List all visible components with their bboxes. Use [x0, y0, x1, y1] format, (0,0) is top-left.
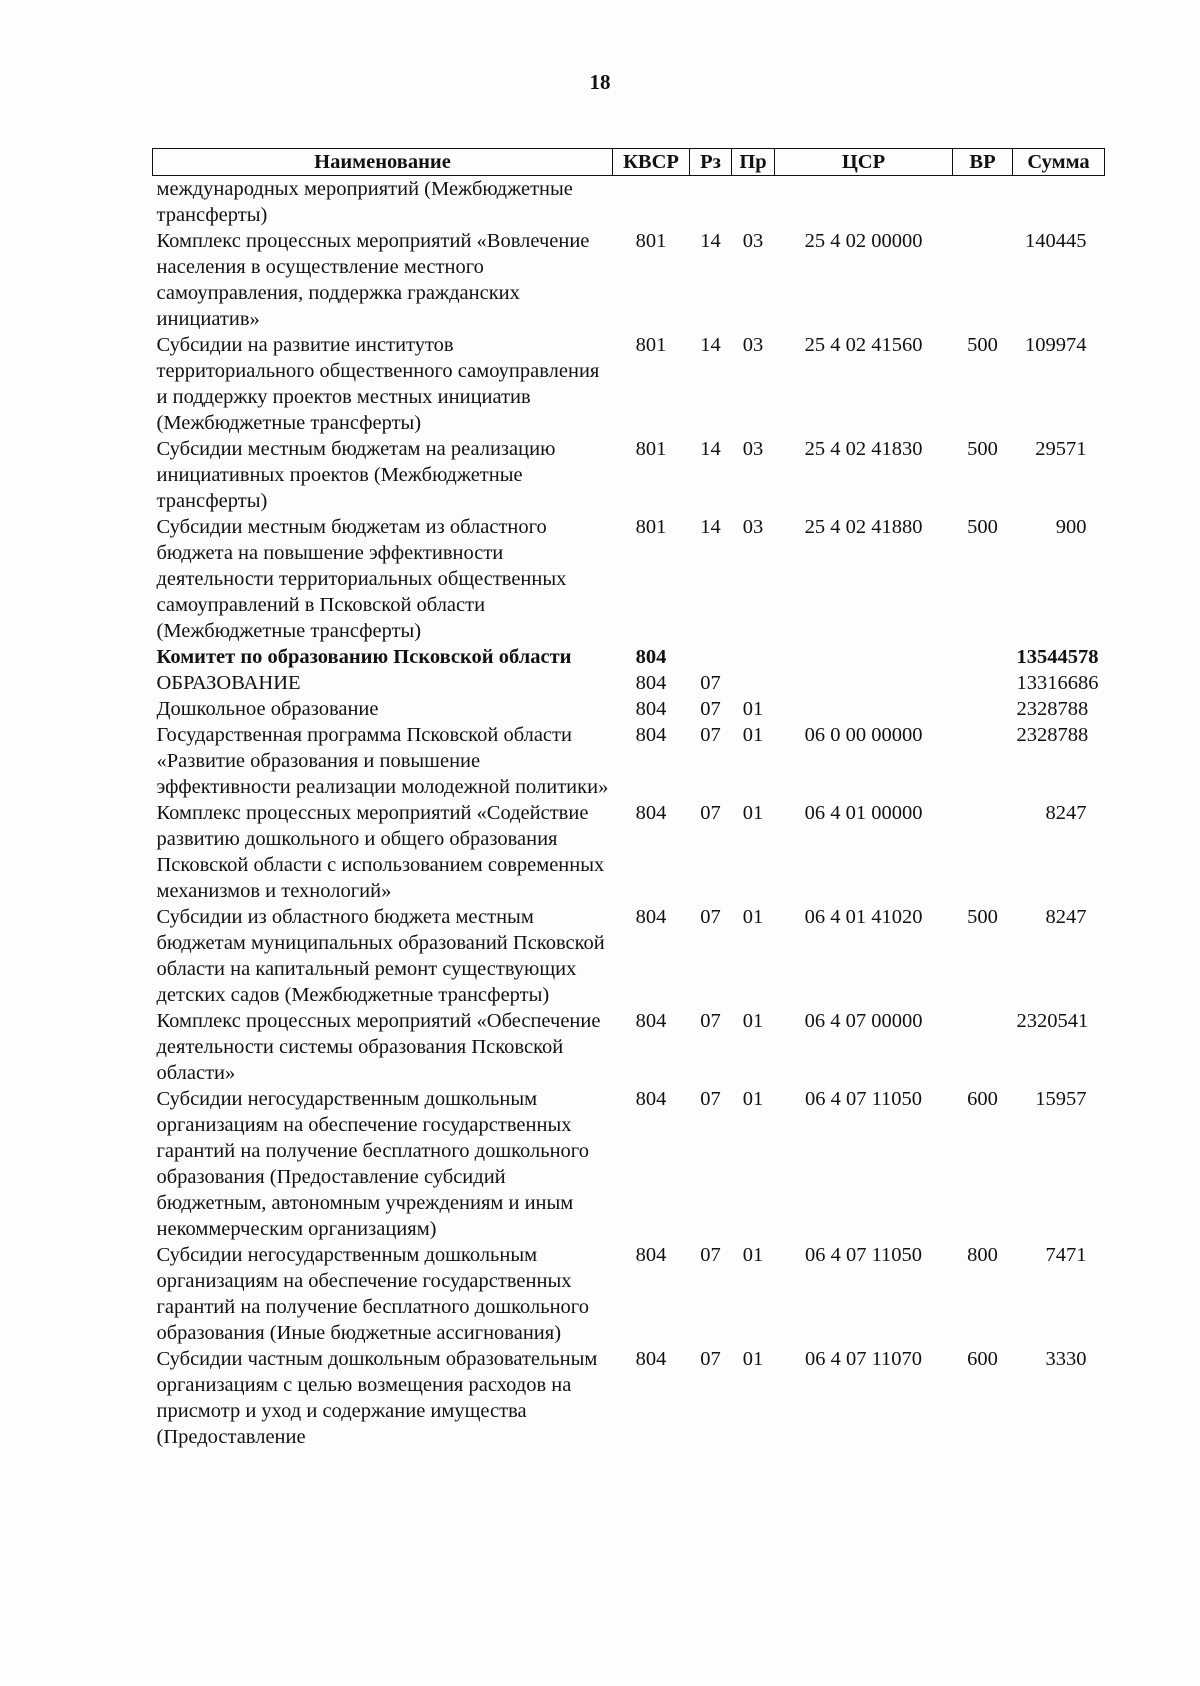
cell-rz: [690, 644, 732, 670]
cell-name: Субсидии на развитие институтов территориального общественного самоуправления и поддержку проектов местных инициатив (Межбюджетные трансферты): [156, 334, 600, 434]
cell-csr: [775, 670, 953, 696]
cell-pr: 01: [742, 1010, 764, 1032]
header-vr: ВР: [953, 149, 1013, 176]
cell-csr: [775, 644, 953, 670]
cell-pr: 03: [742, 438, 764, 460]
cell-rz: 07: [700, 1348, 721, 1370]
cell-kvsr: 804: [635, 906, 667, 928]
cell-rz: 07: [700, 802, 721, 824]
cell-sum: 109974: [1025, 334, 1087, 356]
cell-csr: 25 4 02 41880: [804, 516, 923, 538]
cell-sum: 3330: [1045, 1348, 1087, 1370]
cell-kvsr: 801: [635, 516, 667, 538]
cell-rz: 14: [700, 438, 721, 460]
table-row: [153, 176, 1105, 229]
cell-csr: 06 4 01 41020: [804, 906, 923, 928]
cell-rz: 07: [700, 1010, 721, 1032]
cell-vr: [953, 722, 1013, 800]
cell-vr: 800: [967, 1244, 998, 1266]
cell-sum: 8247: [1045, 802, 1087, 824]
cell-sum: 13316686: [1016, 672, 1099, 694]
cell-kvsr: 804: [635, 802, 667, 824]
cell-sum: 13544578: [1016, 646, 1099, 668]
cell-pr: 01: [742, 1244, 764, 1266]
table-row: [153, 800, 1105, 904]
cell-vr: [953, 1008, 1013, 1086]
cell-sum: 29571: [1035, 438, 1087, 460]
cell-name: Субсидии негосударственным дошкольным организациям на обеспечение государственных гарантий на получение бесплатного дошкольного образования (Иные бюджетные ассигнования): [156, 1244, 589, 1344]
table-row: [153, 436, 1105, 514]
cell-csr: 25 4 02 41830: [804, 438, 923, 460]
cell-name: Субсидии местным бюджетам на реализацию инициативных проектов (Межбюджетные трансферты): [156, 438, 556, 512]
cell-name: Субсидии частным дошкольным образовательным организациям с целью возмещения расходов на присмотр и уход и содержание имущества (Предоставление: [156, 1348, 598, 1448]
cell-csr: 06 4 07 11070: [804, 1348, 923, 1370]
cell-pr: 01: [742, 724, 764, 746]
page-number: 18: [589, 70, 611, 94]
cell-kvsr: 801: [635, 438, 667, 460]
header-pr: Пр: [732, 149, 775, 176]
budget-table: [152, 148, 1105, 1450]
header-rz: Рз: [690, 149, 732, 176]
cell-sum: 8247: [1045, 906, 1087, 928]
table-row: [153, 1346, 1105, 1450]
cell-vr: [953, 176, 1013, 229]
cell-name: Государственная программа Псковской области «Развитие образования и повышение эффективности реализации молодежной политики»: [156, 724, 609, 798]
cell-vr: 500: [967, 516, 998, 538]
cell-vr: 600: [967, 1088, 998, 1110]
table-row: [153, 228, 1105, 332]
table-row: [153, 670, 1105, 696]
cell-pr: [732, 670, 775, 696]
table-header-row: [153, 149, 1105, 176]
cell-pr: 01: [742, 1348, 764, 1370]
table-row: [153, 1242, 1105, 1346]
cell-csr: 06 0 00 00000: [804, 724, 923, 746]
cell-csr: 06 4 07 11050: [804, 1088, 923, 1110]
cell-vr: [953, 696, 1013, 722]
cell-vr: [953, 670, 1013, 696]
cell-sum: 2328788: [1016, 698, 1089, 720]
cell-pr: 03: [742, 334, 764, 356]
cell-vr: [953, 800, 1013, 904]
cell-kvsr: 804: [635, 1348, 667, 1370]
cell-name: Дошкольное образование: [156, 698, 379, 720]
cell-csr: 25 4 02 41560: [804, 334, 923, 356]
cell-name: Субсидии негосударственным дошкольным организациям на обеспечение государственных гарантий на получение бесплатного дошкольного образования (Предоставление субсидий бюджетным, автономным учреждениям и иным некоммерческим организациям): [156, 1088, 589, 1240]
cell-name: Комплекс процессных мероприятий «Вовлечение населения в осуществление местного самоуправления, поддержка гражданских инициатив»: [156, 230, 590, 330]
cell-kvsr: 804: [635, 698, 667, 720]
cell-csr: [775, 696, 953, 722]
header-csr: ЦСР: [775, 149, 953, 176]
cell-rz: [690, 176, 732, 229]
cell-rz: 07: [700, 1088, 721, 1110]
cell-sum: 900: [1055, 516, 1087, 538]
cell-vr: 500: [967, 906, 998, 928]
table-row: [153, 644, 1105, 670]
cell-rz: 14: [700, 230, 721, 252]
cell-pr: 01: [742, 1088, 764, 1110]
cell-csr: 25 4 02 00000: [804, 230, 923, 252]
cell-name: международных мероприятий (Межбюджетные трансферты): [156, 178, 573, 226]
cell-sum: 7471: [1045, 1244, 1087, 1266]
cell-sum: 15957: [1035, 1088, 1087, 1110]
cell-pr: [732, 644, 775, 670]
cell-kvsr: 804: [635, 646, 667, 668]
table-row: [153, 1008, 1105, 1086]
cell-sum: 140445: [1025, 230, 1087, 252]
table-row: [153, 514, 1105, 644]
cell-kvsr: 804: [635, 1010, 667, 1032]
cell-kvsr: 801: [635, 230, 667, 252]
cell-csr: 06 4 01 00000: [804, 802, 923, 824]
cell-csr: 06 4 07 00000: [804, 1010, 923, 1032]
cell-vr: [953, 228, 1013, 332]
table-row: [153, 332, 1105, 436]
cell-name: Комитет по образованию Псковской области: [156, 646, 572, 668]
cell-pr: 01: [742, 698, 764, 720]
cell-csr: 06 4 07 11050: [804, 1244, 923, 1266]
cell-rz: 14: [700, 516, 721, 538]
cell-kvsr: 804: [635, 672, 667, 694]
cell-pr: 03: [742, 516, 764, 538]
cell-pr: [732, 176, 775, 229]
cell-rz: 07: [700, 1244, 721, 1266]
cell-name: Субсидии местным бюджетам из областного бюджета на повышение эффективности деятельности территориальных общественных самоуправлений в Псковской области (Межбюджетные трансферты): [156, 516, 567, 642]
cell-name: ОБРАЗОВАНИЕ: [156, 672, 301, 694]
cell-kvsr: 804: [635, 724, 667, 746]
cell-pr: 01: [742, 802, 764, 824]
cell-sum: 2328788: [1016, 724, 1089, 746]
cell-rz: 07: [700, 724, 721, 746]
cell-name: Комплекс процессных мероприятий «Обеспечение деятельности системы образования Псковской области»: [156, 1010, 601, 1084]
cell-vr: [953, 644, 1013, 670]
table-row: [153, 696, 1105, 722]
cell-name: Субсидии из областного бюджета местным бюджетам муниципальных образований Псковской области на капитальный ремонт существующих детских садов (Межбюджетные трансферты): [156, 906, 605, 1006]
cell-vr: 500: [967, 334, 998, 356]
cell-sum: 2320541: [1016, 1010, 1089, 1032]
cell-pr: 01: [742, 906, 764, 928]
table-row: [153, 904, 1105, 1008]
cell-vr: 600: [967, 1348, 998, 1370]
cell-kvsr: 801: [635, 334, 667, 356]
cell-pr: 03: [742, 230, 764, 252]
table-row: [153, 1086, 1105, 1242]
header-sum: Сумма: [1013, 149, 1105, 176]
cell-rz: 07: [700, 698, 721, 720]
table-body: [153, 176, 1105, 1451]
table-row: [153, 722, 1105, 800]
cell-kvsr: 804: [635, 1088, 667, 1110]
cell-csr: [775, 176, 953, 229]
cell-rz: 07: [700, 906, 721, 928]
cell-name: Комплекс процессных мероприятий «Содействие развитию дошкольного и общего образования Псковской области с использованием современных механизмов и технологий»: [156, 802, 605, 902]
cell-sum: [1013, 176, 1105, 229]
cell-rz: 07: [700, 672, 721, 694]
cell-vr: 500: [967, 438, 998, 460]
cell-kvsr: 804: [635, 1244, 667, 1266]
cell-rz: 14: [700, 334, 721, 356]
header-name: Наименование: [153, 149, 613, 176]
header-kvsr: КВСР: [613, 149, 690, 176]
cell-kvsr: [613, 176, 690, 229]
